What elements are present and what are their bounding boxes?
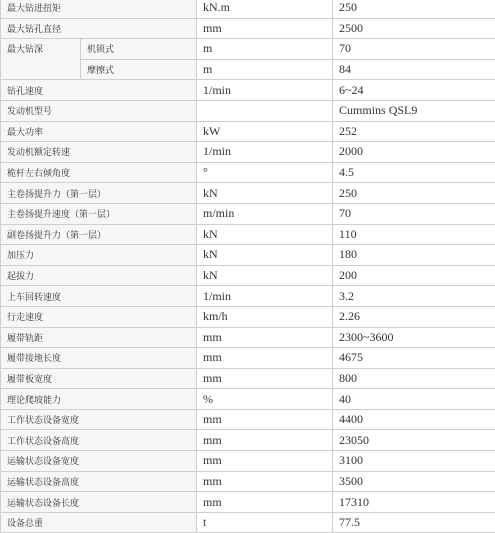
table-row	[1, 142, 495, 163]
param-name: 加压力	[1, 245, 197, 266]
param-unit: m/min	[197, 203, 333, 224]
table-row	[1, 492, 495, 513]
table-row	[1, 39, 495, 60]
param-unit: km/h	[197, 306, 333, 327]
table-row	[1, 245, 495, 266]
param-unit: mm	[197, 451, 333, 472]
param-value: 200	[333, 265, 495, 286]
table-row	[1, 265, 495, 286]
param-unit: mm	[197, 409, 333, 430]
param-name: 发动机额定转速	[1, 142, 197, 163]
param-value: 17310	[333, 492, 495, 513]
param-value: 2500	[333, 18, 495, 39]
param-value: 800	[333, 368, 495, 389]
param-unit: 1/min	[197, 80, 333, 101]
param-name: 起拔力	[1, 265, 197, 286]
param-unit: mm	[197, 18, 333, 39]
table-row	[1, 18, 495, 39]
param-name: 最大钻进扭矩	[1, 0, 197, 18]
param-value: 110	[333, 224, 495, 245]
param-name: 设备总重	[1, 512, 197, 533]
table-row	[1, 100, 495, 121]
param-name: 最大功率	[1, 121, 197, 142]
param-value: 84	[333, 59, 495, 80]
param-value: 252	[333, 121, 495, 142]
param-subname: 机锁式	[81, 39, 197, 60]
table-row	[1, 512, 495, 533]
param-value: 2.26	[333, 306, 495, 327]
param-unit: 1/min	[197, 286, 333, 307]
param-name: 履带接地长度	[1, 348, 197, 369]
param-unit: mm	[197, 368, 333, 389]
table-row	[1, 183, 495, 204]
param-value: Cummins QSL9	[333, 100, 495, 121]
param-value: 250	[333, 0, 495, 18]
param-value: 2000	[333, 142, 495, 163]
param-name: 钻孔速度	[1, 80, 197, 101]
param-name: 运输状态设备长度	[1, 492, 197, 513]
table-row	[1, 162, 495, 183]
param-value: 3.2	[333, 286, 495, 307]
param-value: 3100	[333, 451, 495, 472]
param-name: 最大钻深	[1, 39, 81, 80]
param-unit: mm	[197, 430, 333, 451]
param-unit: kW	[197, 121, 333, 142]
param-name: 最大钻孔直径	[1, 18, 197, 39]
param-value: 250	[333, 183, 495, 204]
table-row	[1, 80, 495, 101]
param-unit: kN	[197, 265, 333, 286]
param-unit: kN.m	[197, 0, 333, 18]
table-row	[1, 368, 495, 389]
param-unit: 1/min	[197, 142, 333, 163]
table-row	[1, 224, 495, 245]
param-unit: %	[197, 389, 333, 410]
param-value: 6~24	[333, 80, 495, 101]
param-value: 40	[333, 389, 495, 410]
param-value: 4.5	[333, 162, 495, 183]
param-value: 4400	[333, 409, 495, 430]
param-unit: °	[197, 162, 333, 183]
table-row	[1, 409, 495, 430]
param-name: 履带板宽度	[1, 368, 197, 389]
table-row	[1, 430, 495, 451]
param-name: 主卷扬提升速度（第一层）	[1, 203, 197, 224]
param-name: 工作状态设备宽度	[1, 409, 197, 430]
param-unit	[197, 100, 333, 121]
param-value: 23050	[333, 430, 495, 451]
param-unit: mm	[197, 348, 333, 369]
param-name: 运输状态设备高度	[1, 471, 197, 492]
table-row	[1, 451, 495, 472]
param-value: 77.5	[333, 512, 495, 533]
param-value: 3500	[333, 471, 495, 492]
table-row	[1, 348, 495, 369]
table-row	[1, 0, 495, 18]
param-unit: m	[197, 59, 333, 80]
param-unit: mm	[197, 471, 333, 492]
table-row	[1, 306, 495, 327]
param-unit: kN	[197, 245, 333, 266]
param-name: 理论爬坡能力	[1, 389, 197, 410]
param-unit: m	[197, 39, 333, 60]
param-value: 4675	[333, 348, 495, 369]
param-name: 工作状态设备高度	[1, 430, 197, 451]
param-name: 上车回转速度	[1, 286, 197, 307]
param-subname: 摩擦式	[81, 59, 197, 80]
spec-table-body	[1, 0, 495, 533]
param-unit: kN	[197, 183, 333, 204]
param-name: 主卷扬提升力（第一层）	[1, 183, 197, 204]
param-name: 副卷扬提升力（第一层）	[1, 224, 197, 245]
param-unit: kN	[197, 224, 333, 245]
param-value: 70	[333, 39, 495, 60]
param-name: 履带轨距	[1, 327, 197, 348]
param-value: 70	[333, 203, 495, 224]
param-value: 180	[333, 245, 495, 266]
table-row	[1, 121, 495, 142]
param-unit: t	[197, 512, 333, 533]
table-row	[1, 471, 495, 492]
param-unit: mm	[197, 492, 333, 513]
param-name: 行走速度	[1, 306, 197, 327]
param-name: 桅杆左右倾角度	[1, 162, 197, 183]
table-row	[1, 203, 495, 224]
param-name: 运输状态设备宽度	[1, 451, 197, 472]
table-row	[1, 389, 495, 410]
table-row	[1, 286, 495, 307]
table-row	[1, 327, 495, 348]
param-name: 发动机型号	[1, 100, 197, 121]
param-value: 2300~3600	[333, 327, 495, 348]
param-unit: mm	[197, 327, 333, 348]
